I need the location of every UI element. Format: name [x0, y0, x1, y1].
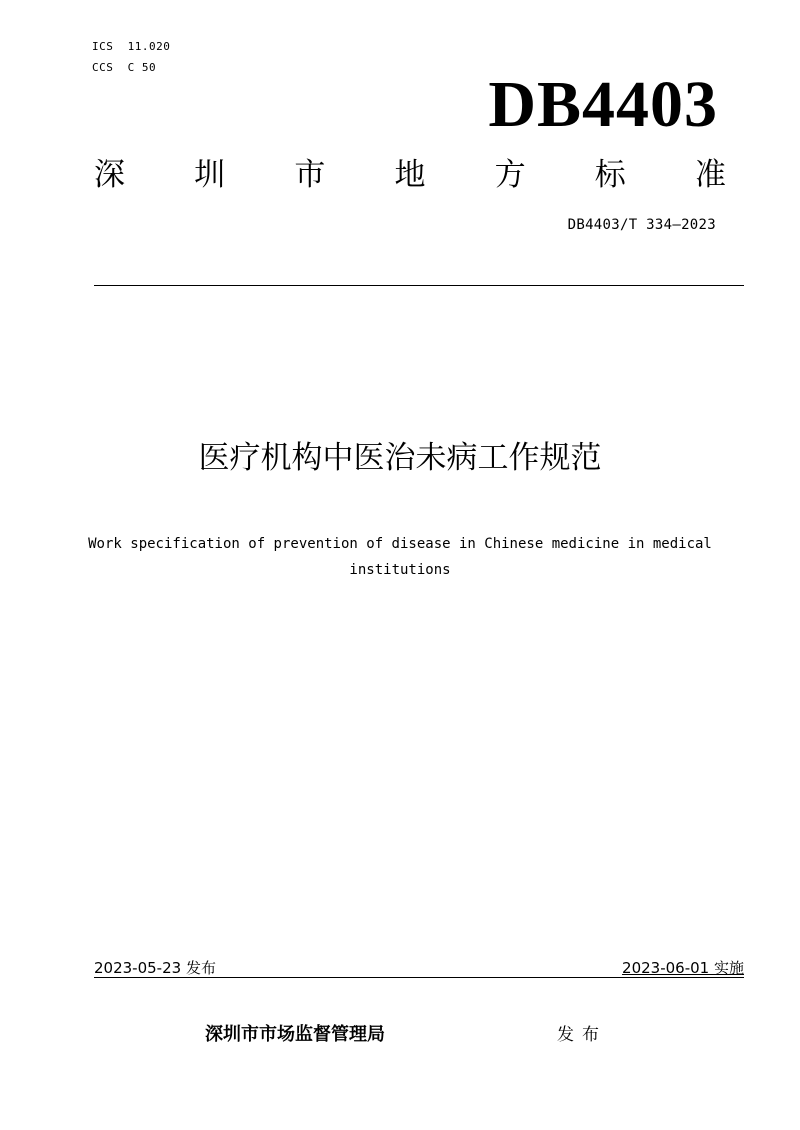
standard-type-char: 圳: [194, 157, 226, 193]
ccs-code: CCS C 50: [92, 61, 157, 74]
header-divider: [94, 285, 744, 286]
ics-code: ICS 11.020: [92, 40, 171, 53]
standard-type-char: 标: [594, 157, 626, 193]
standard-number: DB4403/T 334—2023: [567, 217, 716, 233]
standard-type-char: 方: [494, 157, 526, 193]
document-title-zh: 医疗机构中医治未病工作规范: [198, 440, 602, 476]
dates-divider: [94, 977, 744, 978]
issuing-authority: 深圳市市场监督管理局: [205, 1024, 385, 1045]
standard-type-char: 市: [294, 157, 326, 193]
document-title-en: Work specification of prevention of disease in Chinese medicine in medical institutions: [88, 536, 721, 578]
effective-date: 2023-06-01 实施: [622, 959, 744, 977]
issue-date: 2023-05-23 发布: [94, 959, 216, 977]
standard-type: [94, 152, 726, 198]
standard-type-char: 地: [394, 157, 426, 193]
issue-label: 发布: [557, 1025, 607, 1045]
standard-code: DB4403: [488, 68, 718, 141]
standard-type-char: 准: [694, 157, 726, 193]
standard-type-char: 深: [94, 157, 125, 193]
